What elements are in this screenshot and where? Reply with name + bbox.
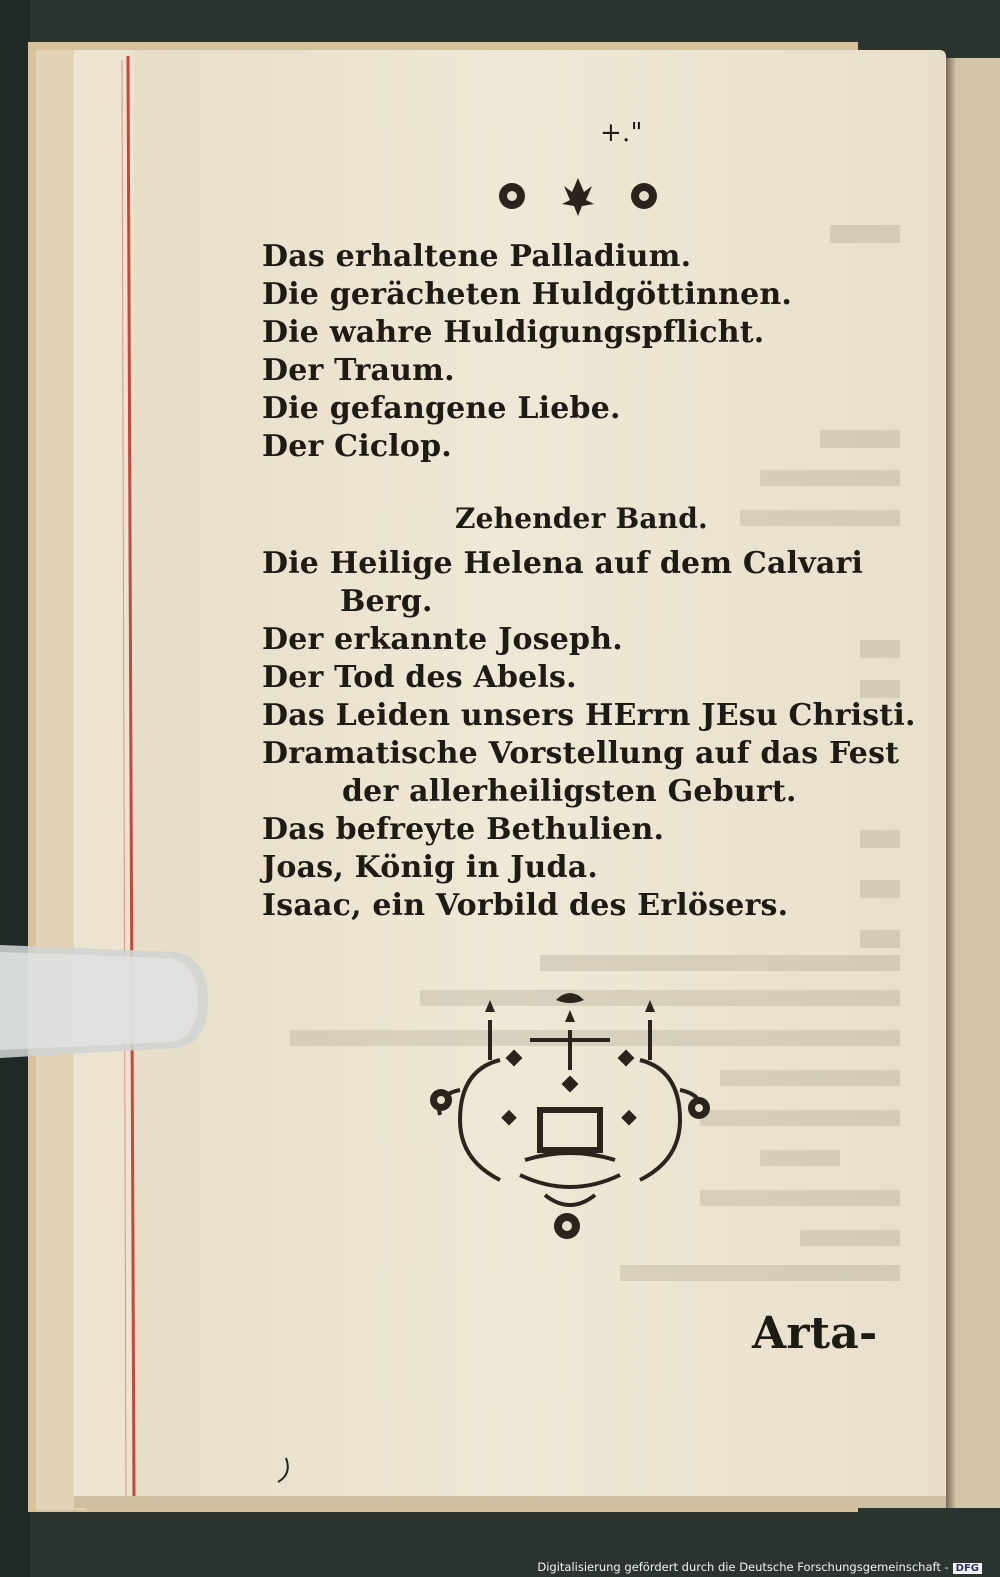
funding-text: Digitalisierung gefördert durch die Deutsche Forschungsgemeinschaft - — [537, 1560, 949, 1574]
work-title: Die wahre Huldigungspflicht. — [262, 315, 765, 350]
work-title: Der Tod des Abels. — [262, 660, 577, 695]
volume-heading: Zehender Band. — [455, 502, 708, 535]
work-title: Die Heilige Helena auf dem Calvari — [262, 546, 864, 581]
work-title: Die gerächeten Huldgöttinnen. — [262, 277, 793, 312]
work-title: Die gefangene Liebe. — [262, 391, 621, 426]
works-list-before-heading — [262, 238, 792, 466]
work-title: Das befreyte Bethulien. — [262, 812, 665, 847]
work-title: Der erkannte Joseph. — [262, 622, 623, 657]
work-title: Der Traum. — [262, 353, 455, 388]
work-title: Isaac, ein Vorbild des Erlösers. — [262, 888, 789, 923]
work-title: Das erhaltene Palladium. — [262, 239, 692, 274]
work-title-continuation: der allerheiligsten Geburt. — [342, 774, 797, 809]
handwritten-mark: +." — [600, 118, 643, 148]
funding-footer — [537, 1560, 982, 1574]
catchword: Arta- — [752, 1308, 878, 1359]
work-title-continuation: Berg. — [340, 584, 433, 619]
work-title: Das Leiden unsers HErrn JEsu Christi. — [262, 698, 916, 733]
work-title: Dramatische Vorstellung auf das Fest — [262, 736, 900, 771]
work-title: Joas, König in Juda. — [262, 850, 598, 885]
works-list-after-heading — [262, 545, 916, 925]
work-title: Der Ciclop. — [262, 429, 452, 464]
dfg-logo: DFG — [953, 1563, 982, 1574]
